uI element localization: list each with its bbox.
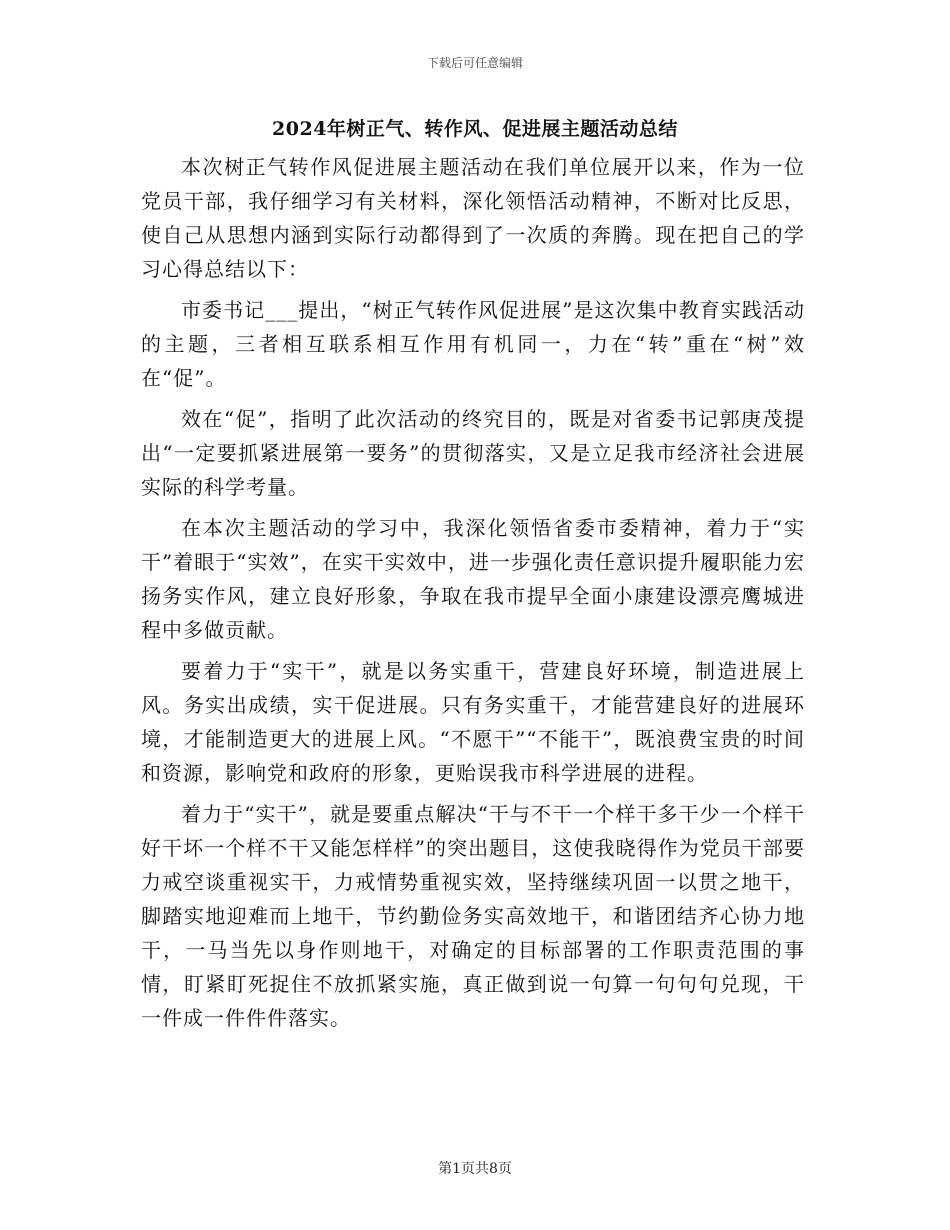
paragraph-4: 在本次主题活动的学习中，我深化领悟省委市委精神，着力于“实干”着眼于“实效”，在实干实效中，进一步强化责任意识提升履职能力宏扬务实作风，建立良好形象，争取在我市提早全面小康建设漂亮鹰城进程中多做贡献。 bbox=[141, 516, 805, 642]
page-number: 第1页共8页 bbox=[438, 1161, 512, 1177]
paragraph-6: 着力于“实干”，就是要重点解决“干与不干一个样干多干少一个样干好干坏一个样不干又能怎样样”的突出题目，这使我晓得作为党员干部要力戒空谈重视实干，力戒情势重视实效，坚持继续巩固一以贯之地干，脚踏实地迎难而上地干，节约勤俭务实高效地干，和谐团结齐心协力地干，一马当先以身作则地干，对确定的目标部署的工作职责范围的事情，盯紧盯死捉住不放抓紧实施，真正做到说一句算一句句句兑现，干一件成一件件件落实。 bbox=[141, 802, 805, 1030]
paragraph-5: 要着力于“实干”，就是以务实重干，营建良好环境，制造进展上风。务实出成绩，实干促进展。只有务实重干，才能营建良好的进展环境，才能制造更大的进展上风。“不愿干”“不能干”，既浪费宝贵的时间和资源，影响党和政府的形象，更贻误我市科学进展的进程。 bbox=[141, 659, 805, 785]
document-title: 2024年树正气、转作风、促进展主题活动总结 bbox=[272, 118, 678, 140]
page-header-note: 下载后可任意编辑 bbox=[426, 56, 523, 70]
paragraph-1: 本次树正气转作风促进展主题活动在我们单位展开以来，作为一位党员干部，我仔细学习有关材料，深化领悟活动精神，不断对比反思，使自己从思想内涵到实际行动都得到了一次质的奔腾。现在把自己的学习心得总结以下： bbox=[141, 155, 805, 281]
paragraph-3: 效在“促”，指明了此次活动的终究目的，既是对省委书记郭庚茂提出“一定要抓紧进展第一要务”的贯彻落实，又是立足我市经济社会进展实际的科学考量。 bbox=[141, 407, 805, 499]
document-body bbox=[141, 150, 805, 1042]
paragraph-2: 市委书记___提出，“树正气转作风促进展”是这次集中教育实践活动的主题，三者相互联系相互作用有机同一，力在“转”重在“树”效在“促”。 bbox=[141, 298, 805, 390]
